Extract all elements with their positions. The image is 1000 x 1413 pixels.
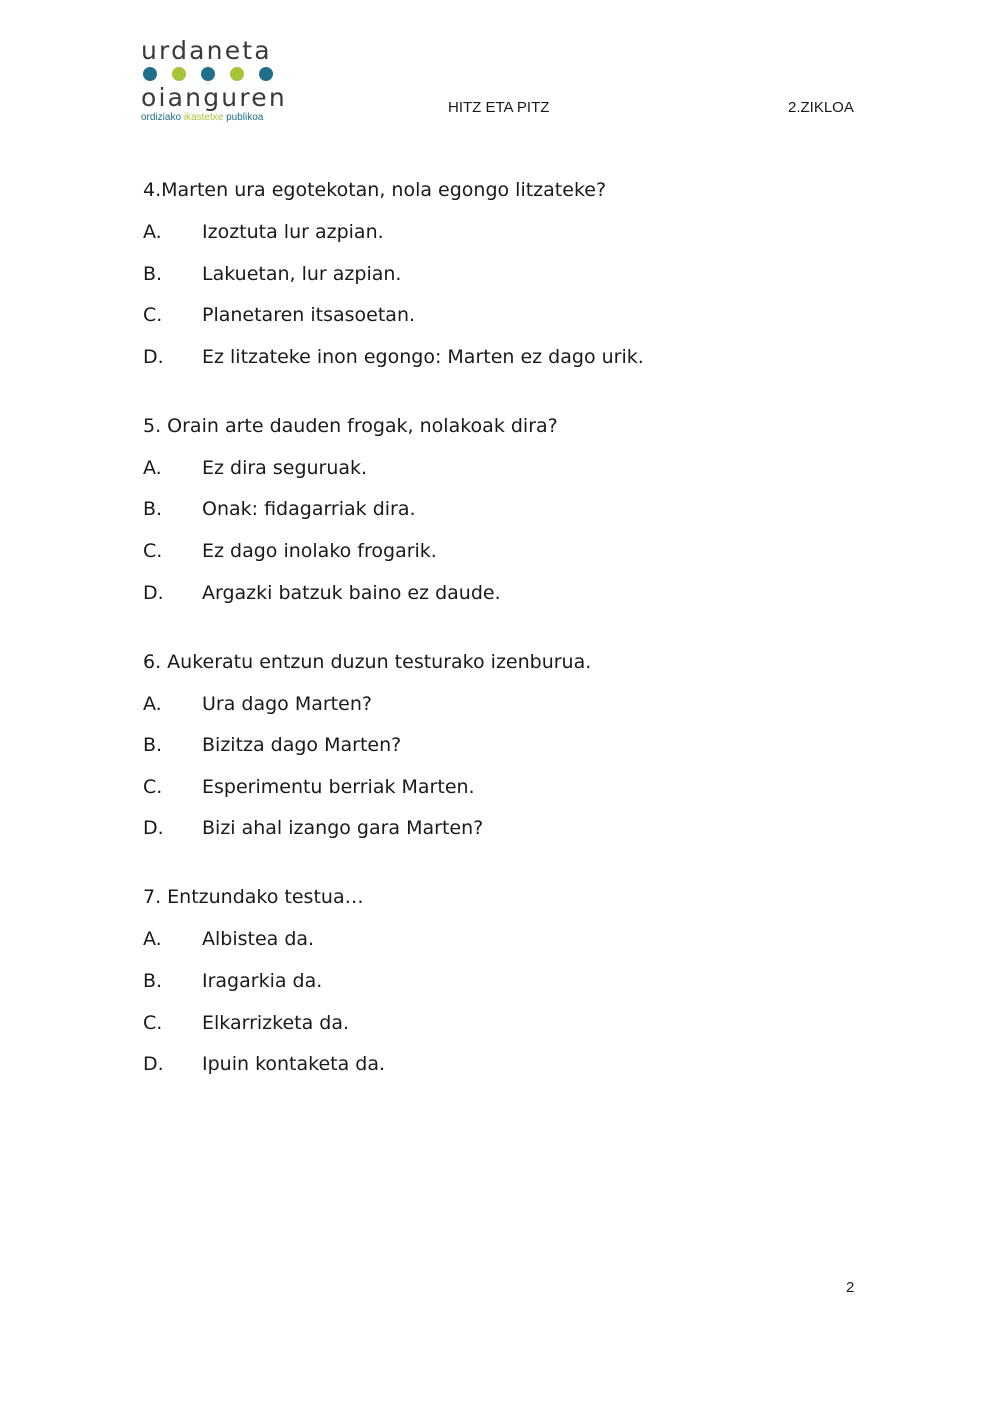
option-a	[143, 925, 863, 953]
logo-dot	[143, 67, 157, 81]
option-letter: D.	[143, 1053, 164, 1076]
question-6	[143, 648, 863, 843]
logo-dot	[230, 67, 244, 81]
option-letter: A.	[143, 928, 162, 951]
option-b	[143, 731, 863, 759]
option-letter: B.	[143, 262, 163, 285]
logo-word-urdaneta: urdaneta	[141, 36, 272, 65]
logo-dot	[259, 67, 273, 81]
option-text: Bizi ahal izango gara Marten?	[202, 817, 484, 840]
logo-dot	[172, 67, 186, 81]
question-5	[143, 412, 863, 607]
question-4	[143, 176, 863, 371]
option-text: Onak: fidagarriak dira.	[202, 498, 416, 521]
option-b	[143, 967, 863, 995]
option-text: Iragarkia da.	[202, 969, 323, 992]
option-c	[143, 1009, 863, 1037]
option-d	[143, 579, 863, 607]
option-c	[143, 301, 863, 329]
logo-word-oianguren: oianguren	[141, 83, 287, 112]
option-letter: C.	[143, 1011, 163, 1034]
option-text: Ez dira seguruak.	[202, 456, 368, 479]
logo-tagline-part: ordiziako	[141, 112, 182, 123]
option-letter: A.	[143, 221, 162, 243]
option-letter: A.	[143, 456, 162, 479]
question-7	[143, 883, 863, 1078]
logo-tagline-part: ikastetxe	[183, 112, 224, 123]
logo-dot	[201, 67, 215, 81]
option-text: Ez dago inolako frogarik.	[202, 539, 437, 562]
option-a	[143, 218, 863, 246]
option-letter: C.	[143, 775, 163, 798]
option-letter: D.	[143, 345, 164, 368]
option-letter: B.	[143, 498, 163, 521]
option-letter: B.	[143, 734, 163, 757]
option-a	[143, 454, 863, 482]
page-number: 2	[846, 1279, 855, 1296]
option-c	[143, 773, 863, 801]
option-letter: D.	[143, 581, 164, 604]
option-text: Ez litzateke inon egongo: Marten ez dago urik.	[202, 345, 644, 368]
option-b	[143, 495, 863, 523]
option-letter: B.	[143, 969, 163, 992]
option-a	[143, 690, 863, 718]
cycle-label: 2.ZIKLOA	[788, 99, 854, 116]
option-letter: C.	[143, 539, 163, 562]
option-b	[143, 260, 863, 288]
option-text: Argazki batzuk baino ez daude.	[202, 581, 501, 604]
logo-tagline	[141, 112, 291, 123]
question-text: 6. Aukeratu entzun duzun testurako izenburua.	[143, 650, 592, 673]
question-list	[143, 176, 863, 1119]
option-text: Izoztuta lur azpian.	[202, 221, 384, 243]
option-letter: C.	[143, 304, 163, 327]
option-d	[143, 343, 863, 371]
question-text: 5. Orain arte dauden frogak, nolakoak dira?	[143, 414, 558, 437]
logo-tagline-part: publikoa	[226, 112, 264, 123]
option-text: Bizitza dago Marten?	[202, 734, 402, 757]
question-text: 7. Entzundako testua…	[143, 886, 364, 909]
option-c	[143, 537, 863, 565]
logo-dots	[143, 67, 291, 83]
option-text: Planetaren itsasoetan.	[202, 304, 416, 327]
option-text: Lakuetan, lur azpian.	[202, 262, 402, 285]
question-text: 4.Marten ura egotekotan, nola egongo litzateke?	[143, 179, 607, 201]
option-d	[143, 814, 863, 842]
option-text: Esperimentu berriak Marten.	[202, 775, 475, 798]
worksheet-title: HITZ ETA PITZ	[448, 99, 550, 116]
option-letter: A.	[143, 692, 162, 715]
option-d	[143, 1050, 863, 1078]
option-text: Ipuin kontaketa da.	[202, 1053, 386, 1076]
option-letter: D.	[143, 817, 164, 840]
option-text: Elkarrizketa da.	[202, 1011, 350, 1034]
option-text: Ura dago Marten?	[202, 692, 372, 715]
option-text: Albistea da.	[202, 928, 315, 951]
school-logo	[141, 38, 291, 123]
